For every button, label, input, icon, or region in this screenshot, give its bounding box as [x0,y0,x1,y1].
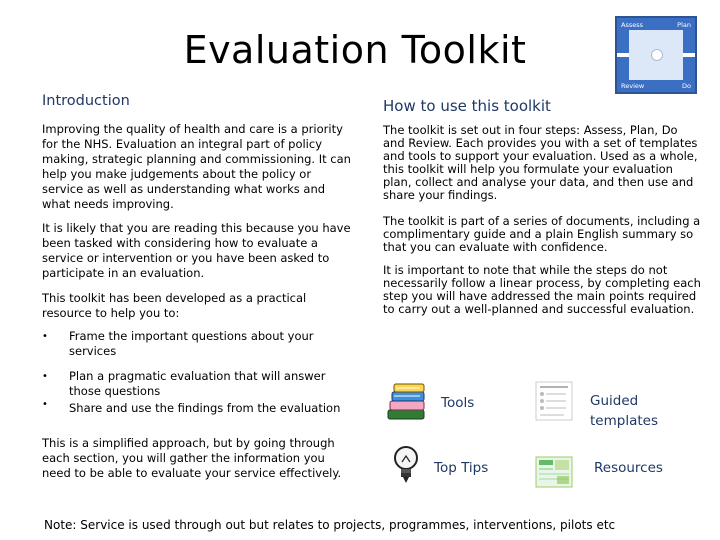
cycle-circle-icon [651,49,663,61]
books-icon [384,380,430,426]
tools-link[interactable]: Tools [441,395,475,411]
intro-paragraph-1: Improving the quality of health and care is a priority for the NHS. Evaluation an integral part of policy making, strategic planning and commissioning. It can help you make judgements about the policy or service as well as understanding what works and what needs improving. [42,122,351,211]
top-tips-link[interactable]: Top Tips [434,460,489,476]
bullet-list [42,329,352,416]
resources-document-icon [535,456,573,488]
intro-paragraph-3: This toolkit has been developed as a practical resource to help you to: [42,291,307,320]
intro-paragraph-4: This is a simplified approach, but by going through each section, you will gather the information you need to be able to evaluate your service effectively. [42,436,342,480]
list-item: • Plan a pragmatic evaluation that will answer those questions [42,369,326,398]
resources-link[interactable]: Resources [594,460,663,476]
bullet-icon: • [42,399,48,410]
assess-plan-do-review-diagram [615,16,697,94]
bullet-icon: • [42,331,48,342]
plan-label: Plan [677,21,691,29]
intro-paragraph-2: It is likely that you are reading this because you have been tasked with considering how to evaluate a service or intervention or you have been asked to participate in an evaluation. [42,221,351,280]
list-item: • Share and use the findings from the evaluation [42,399,341,415]
how-to-paragraph-1: The toolkit is set out in four steps: Assess, Plan, Do and Review. Each provides you with a set of templates and tools to support your evaluation. Used as a whole, this toolkit will help you formulate your evaluation plan, collect and analyse your data, and then use and share your findings. [383,123,698,202]
assess-label: Assess [621,21,643,29]
bullet-icon: • [42,371,48,382]
footnote: Note: Service is used through out but relates to projects, programmes, interventions, pilots etc [44,518,616,532]
how-to-paragraph-2: The toolkit is part of a series of documents, including a complimentary guide and a plain English summary so that you can evaluate with confidence. [383,214,701,254]
do-label: Do [682,82,691,90]
template-document-icon [534,380,574,422]
guided-templates-link[interactable]: Guided templates [590,393,658,429]
page-title: Evaluation Toolkit [183,28,527,72]
introduction-heading: Introduction [42,93,130,109]
how-to-use-heading: How to use this toolkit [383,97,551,115]
list-item: • Frame the important questions about your services [42,329,314,358]
how-to-paragraph-3: It is important to note that while the steps do not necessarily follow a linear process, by completing each step you will have addressed the main points required to carry out a well-planned and successful evaluation. [383,263,701,316]
review-label: Review [621,82,645,90]
lightbulb-icon [390,444,422,486]
